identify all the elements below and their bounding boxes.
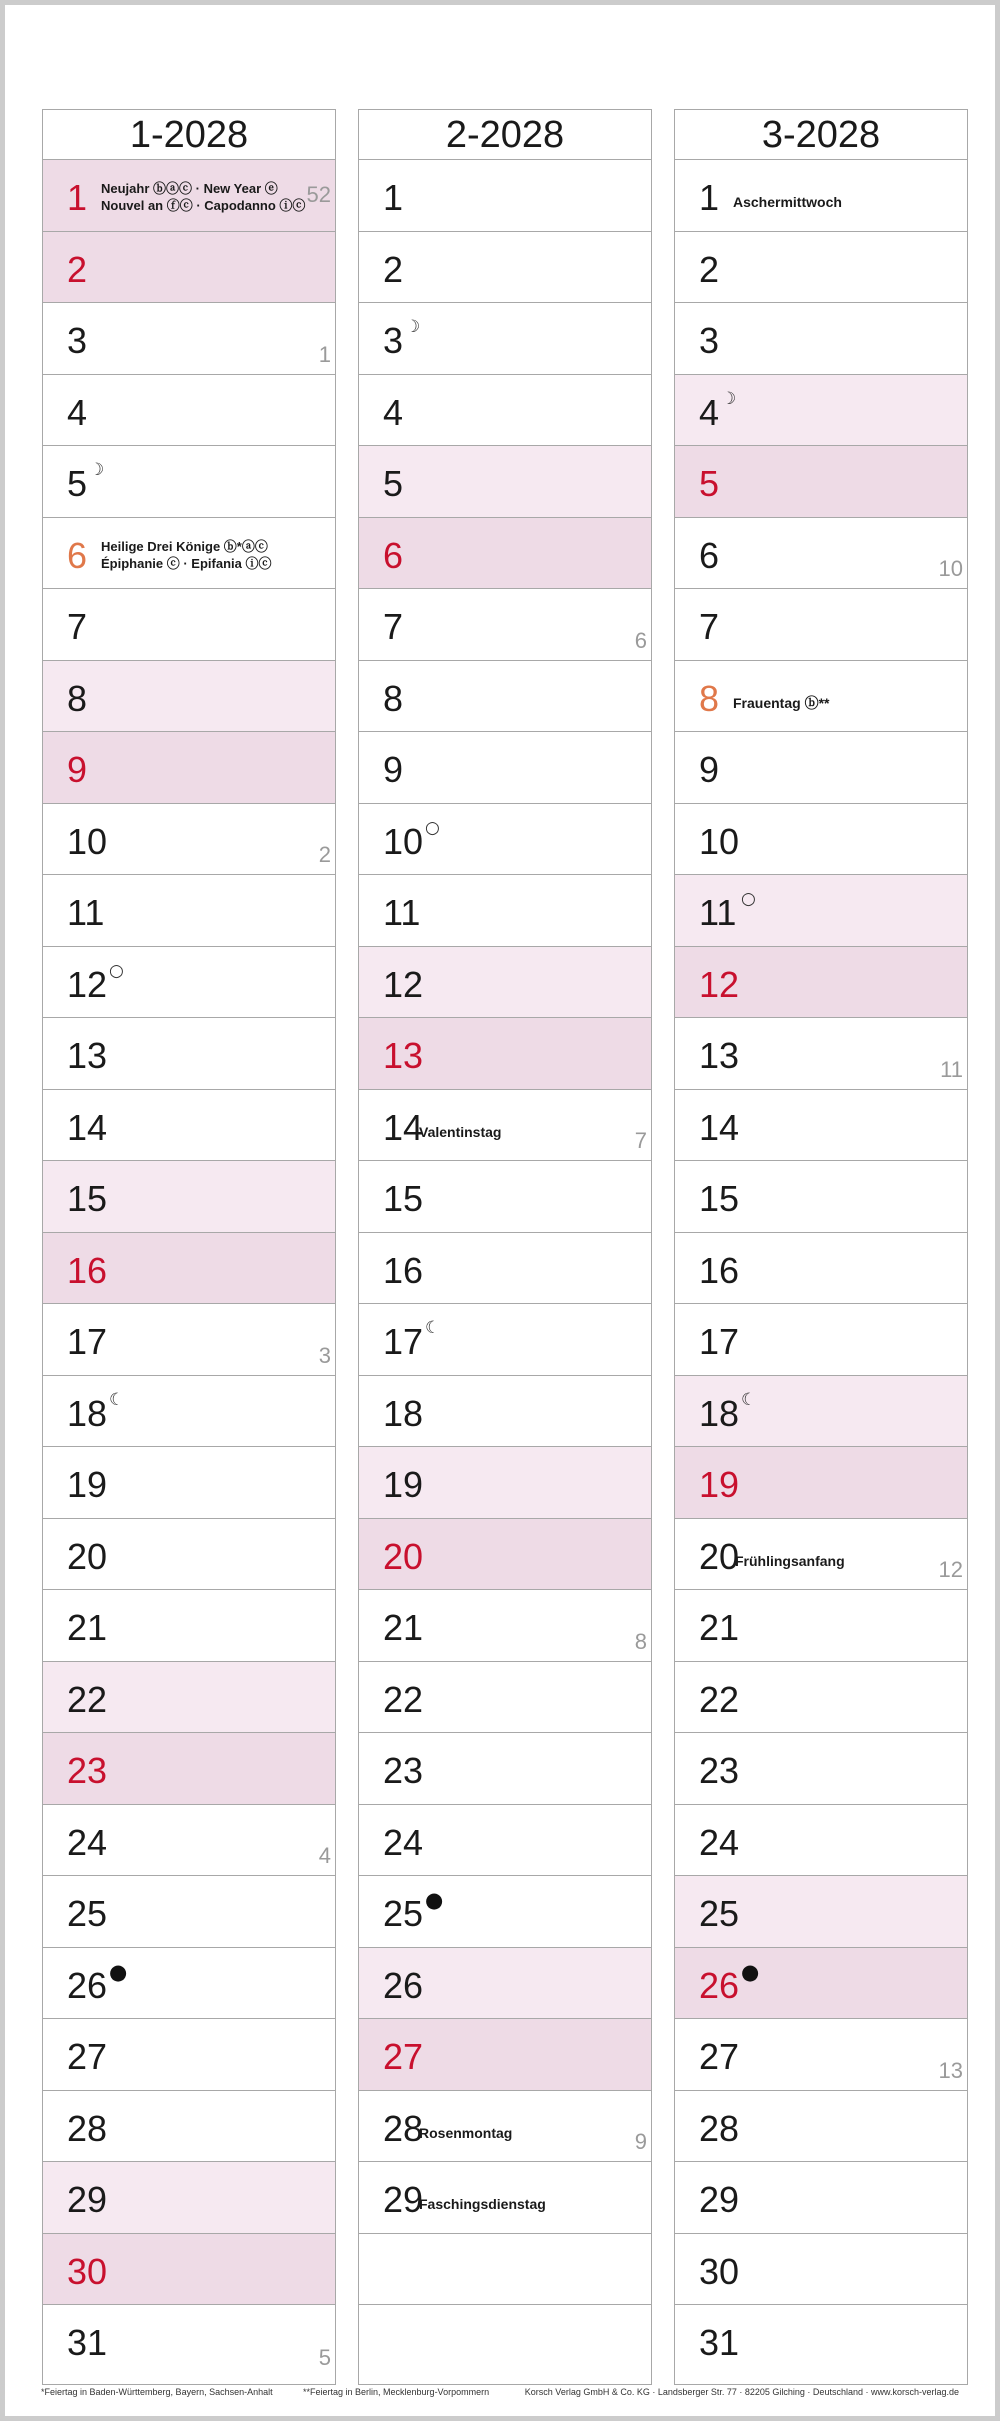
day-row xyxy=(675,2091,967,2163)
day-row xyxy=(43,1519,335,1591)
day-number: 26 xyxy=(383,1964,424,2006)
week-number: 1 xyxy=(318,341,331,367)
day-row xyxy=(359,1662,651,1734)
day-row xyxy=(43,2162,335,2234)
day-row xyxy=(43,804,335,876)
day-number: 3 xyxy=(67,320,88,361)
day-number: 12 xyxy=(699,963,740,1005)
week-number: 52 xyxy=(306,182,331,207)
new-moon-icon: ● xyxy=(425,1888,444,1912)
day-row xyxy=(359,1018,651,1090)
day-number: 8 xyxy=(67,677,88,719)
holiday-note-line: Faschingsdienstag xyxy=(419,2196,546,2212)
day-row xyxy=(675,1304,967,1376)
day-number: 21 xyxy=(699,1607,740,1648)
day-number: 10 xyxy=(699,820,740,862)
day-number: 18 xyxy=(383,1392,424,1434)
day-row xyxy=(675,2234,967,2306)
day-row xyxy=(359,1876,651,1948)
day-number: 20 xyxy=(67,1535,108,1577)
day-number: 2 xyxy=(383,248,404,290)
holiday-note-line: Valentinstag xyxy=(419,1123,502,1140)
week-number: 13 xyxy=(938,2057,963,2083)
day-number: 5 xyxy=(67,463,88,504)
day-row xyxy=(359,1733,651,1805)
day-number: 24 xyxy=(383,1821,424,1863)
day-number: 17 xyxy=(67,1321,108,1362)
day-row xyxy=(675,1090,967,1162)
day-row xyxy=(359,1447,651,1519)
day-number: 16 xyxy=(67,1249,108,1291)
day-row xyxy=(359,875,651,947)
week-number: 5 xyxy=(318,2344,331,2370)
day-row xyxy=(359,2162,651,2234)
day-number: 2 xyxy=(699,248,720,290)
first-quarter-moon-icon: ☽ xyxy=(405,317,421,337)
day-row xyxy=(359,518,651,590)
day-row xyxy=(43,232,335,304)
day-number: 1 xyxy=(67,177,88,218)
day-row xyxy=(359,804,651,876)
day-row xyxy=(43,2305,335,2377)
day-row xyxy=(359,2091,651,2163)
week-number: 3 xyxy=(318,1342,331,1368)
day-row xyxy=(675,589,967,661)
holiday-note-line: Nouvel an ⓕⓒ · Capodanno ⓘⓒ xyxy=(101,198,306,213)
day-number: 18 xyxy=(67,1392,108,1434)
day-row xyxy=(359,160,651,232)
day-row xyxy=(43,375,335,447)
day-number: 26 xyxy=(699,1964,740,2006)
day-number: 4 xyxy=(383,391,404,433)
first-quarter-moon-icon: ☽ xyxy=(721,388,737,409)
last-quarter-moon-icon: ☾ xyxy=(741,1389,757,1410)
day-row xyxy=(675,1447,967,1519)
day-row xyxy=(43,518,335,590)
day-row xyxy=(43,1233,335,1305)
day-row xyxy=(359,1233,651,1305)
day-row xyxy=(43,1161,335,1233)
day-row xyxy=(675,2019,967,2091)
day-row xyxy=(675,518,967,590)
week-number: 11 xyxy=(940,1056,963,1082)
day-number: 31 xyxy=(67,2322,108,2363)
last-quarter-moon-icon: ☾ xyxy=(425,1318,441,1338)
day-number: 22 xyxy=(383,1678,424,1720)
holiday-note xyxy=(419,1124,501,1141)
day-row xyxy=(43,2091,335,2163)
holiday-note xyxy=(101,180,305,214)
day-row xyxy=(43,1304,335,1376)
day-row xyxy=(359,446,651,518)
week-number: 6 xyxy=(634,627,647,653)
day-number: 12 xyxy=(383,963,424,1005)
day-number: 11 xyxy=(383,892,421,933)
holiday-note xyxy=(735,1553,845,1570)
day-row xyxy=(359,1304,651,1376)
holiday-note-line: Neujahr ⓑⓐⓒ · New Year ⓔ xyxy=(101,181,278,196)
day-row xyxy=(675,1876,967,1948)
day-row xyxy=(359,732,651,804)
day-number: 22 xyxy=(67,1678,108,1720)
day-number: 2 xyxy=(67,248,88,290)
day-number: 17 xyxy=(383,1321,424,1362)
day-row xyxy=(675,232,967,304)
week-number: 10 xyxy=(938,556,963,581)
day-row xyxy=(675,303,967,375)
day-number: 29 xyxy=(699,2179,740,2220)
holiday-note-line: Épiphanie ⓒ · Epifania ⓘⓒ xyxy=(101,555,272,571)
day-number: 6 xyxy=(383,534,404,576)
day-row xyxy=(43,875,335,947)
day-row xyxy=(359,2234,651,2306)
day-row xyxy=(359,303,651,375)
holiday-note-line: Frauentag ⓑ** xyxy=(733,694,830,711)
month-title: 3-2028 xyxy=(675,110,967,160)
day-row xyxy=(675,1233,967,1305)
day-row xyxy=(359,1161,651,1233)
day-number: 18 xyxy=(699,1392,740,1434)
day-number: 26 xyxy=(67,1964,108,2006)
day-row xyxy=(43,446,335,518)
day-row xyxy=(675,1161,967,1233)
day-row xyxy=(43,1805,335,1877)
week-number: 4 xyxy=(318,1843,331,1868)
day-number: 19 xyxy=(699,1464,740,1505)
day-number: 8 xyxy=(383,677,404,719)
day-row xyxy=(43,1376,335,1448)
holiday-note xyxy=(419,2125,512,2142)
day-number: 5 xyxy=(699,463,720,504)
day-row xyxy=(675,2162,967,2234)
day-number: 13 xyxy=(67,1035,108,1076)
day-number: 29 xyxy=(67,2179,108,2220)
day-number: 19 xyxy=(67,1464,108,1505)
day-row xyxy=(43,160,335,232)
holiday-note xyxy=(101,538,271,572)
day-number: 9 xyxy=(383,749,404,790)
day-number: 25 xyxy=(699,1893,740,1934)
day-row xyxy=(675,1948,967,2020)
holiday-note xyxy=(733,194,842,211)
day-number: 4 xyxy=(699,391,720,433)
day-row xyxy=(675,1590,967,1662)
day-number: 15 xyxy=(383,1178,424,1219)
full-moon-icon: ○ xyxy=(741,889,756,909)
footer-publisher: Korsch Verlag GmbH & Co. KG · Landsberger Str. 77 · 82205 Gilching · Deutschland · www.korsch-verlag.de xyxy=(524,2387,959,2397)
day-number: 9 xyxy=(699,749,720,790)
day-number: 23 xyxy=(699,1750,740,1791)
holiday-note-line: Heilige Drei Könige ⓑ*ⓐⓒ xyxy=(101,538,268,554)
day-number: 3 xyxy=(383,320,404,361)
day-number: 15 xyxy=(699,1178,740,1219)
day-row xyxy=(359,589,651,661)
full-moon-icon: ○ xyxy=(109,960,124,981)
new-moon-icon: ● xyxy=(109,1959,128,1984)
week-number: 7 xyxy=(634,1128,647,1153)
day-number: 30 xyxy=(67,2250,108,2292)
week-number: 2 xyxy=(318,842,331,867)
day-number: 3 xyxy=(699,320,720,361)
day-row xyxy=(675,1805,967,1877)
day-number: 23 xyxy=(383,1750,424,1791)
day-number: 7 xyxy=(699,606,720,647)
day-row xyxy=(675,1018,967,1090)
day-row xyxy=(675,2305,967,2377)
first-quarter-moon-icon: ☽ xyxy=(89,460,105,480)
day-number: 13 xyxy=(699,1035,740,1076)
day-row xyxy=(43,1447,335,1519)
day-number: 31 xyxy=(699,2322,740,2363)
day-number: 21 xyxy=(67,1607,108,1648)
day-row xyxy=(43,2234,335,2306)
day-number: 22 xyxy=(699,1678,740,1720)
day-number: 16 xyxy=(383,1249,424,1291)
day-row xyxy=(675,1376,967,1448)
day-row xyxy=(43,1090,335,1162)
day-number: 6 xyxy=(699,534,720,576)
day-number: 24 xyxy=(699,1821,740,1863)
day-row xyxy=(43,1662,335,1734)
day-number: 14 xyxy=(383,1106,424,1148)
day-number: 23 xyxy=(67,1750,108,1791)
day-number: 12 xyxy=(67,963,108,1005)
day-row xyxy=(675,1733,967,1805)
full-moon-icon: ○ xyxy=(425,817,440,838)
day-number: 24 xyxy=(67,1821,108,1863)
holiday-note-line: Aschermittwoch xyxy=(733,194,842,210)
day-row xyxy=(359,1805,651,1877)
day-number: 6 xyxy=(67,534,88,576)
day-number: 19 xyxy=(383,1464,424,1505)
day-row xyxy=(43,2019,335,2091)
day-row xyxy=(675,947,967,1019)
day-list xyxy=(359,160,651,2377)
day-number: 20 xyxy=(383,1535,424,1577)
day-row xyxy=(43,1590,335,1662)
week-number: 12 xyxy=(938,1557,963,1582)
day-row xyxy=(43,1018,335,1090)
day-number: 27 xyxy=(699,2036,740,2077)
day-number: 15 xyxy=(67,1178,108,1219)
month-title: 2-2028 xyxy=(359,110,651,160)
day-number: 7 xyxy=(67,606,88,647)
day-number: 28 xyxy=(383,2107,424,2149)
day-number: 30 xyxy=(699,2250,740,2292)
day-row xyxy=(359,2019,651,2091)
holiday-note xyxy=(733,695,829,712)
month-title: 1-2028 xyxy=(43,110,335,160)
day-number: 14 xyxy=(67,1106,108,1148)
day-row xyxy=(43,1948,335,2020)
day-number: 28 xyxy=(699,2107,740,2149)
day-number: 11 xyxy=(67,892,105,933)
day-row xyxy=(43,303,335,375)
day-row xyxy=(359,1590,651,1662)
day-row xyxy=(675,732,967,804)
day-number: 13 xyxy=(383,1035,424,1076)
day-row xyxy=(359,1519,651,1591)
day-number: 9 xyxy=(67,749,88,790)
day-list xyxy=(43,160,335,2377)
holiday-note-line: Frühlingsanfang xyxy=(735,1552,845,1569)
day-number: 21 xyxy=(383,1607,424,1648)
day-number: 1 xyxy=(383,177,404,218)
day-number: 10 xyxy=(383,820,424,862)
day-number: 16 xyxy=(699,1249,740,1291)
week-number: 9 xyxy=(634,2129,647,2154)
day-row xyxy=(359,1090,651,1162)
day-number: 1 xyxy=(699,177,720,218)
day-number: 29 xyxy=(383,2179,424,2220)
day-row xyxy=(675,160,967,232)
day-number: 27 xyxy=(67,2036,108,2077)
day-number: 25 xyxy=(67,1893,108,1934)
day-number: 7 xyxy=(383,606,404,647)
day-row xyxy=(359,661,651,733)
footer-note-berlin-holiday: **Feiertag in Berlin, Mecklenburg-Vorpommern xyxy=(303,2387,490,2397)
day-number: 10 xyxy=(67,820,108,862)
day-number: 27 xyxy=(383,2036,424,2077)
day-number: 4 xyxy=(67,391,88,433)
holiday-note xyxy=(419,2196,546,2213)
day-row xyxy=(43,1733,335,1805)
day-row xyxy=(43,947,335,1019)
day-row xyxy=(675,446,967,518)
day-list xyxy=(675,160,967,2377)
week-number: 8 xyxy=(634,1628,647,1654)
day-row xyxy=(43,1876,335,1948)
day-number: 20 xyxy=(699,1535,740,1577)
day-row xyxy=(359,947,651,1019)
day-row xyxy=(675,375,967,447)
day-row xyxy=(675,1662,967,1734)
day-row xyxy=(675,875,967,947)
month-column-january xyxy=(42,109,336,2385)
day-row xyxy=(43,589,335,661)
day-row xyxy=(43,661,335,733)
footer xyxy=(41,2387,959,2403)
day-row xyxy=(359,1376,651,1448)
day-row xyxy=(359,1948,651,2020)
last-quarter-moon-icon: ☾ xyxy=(109,1389,125,1410)
holiday-note-line: Rosenmontag xyxy=(419,2124,513,2141)
day-number: 17 xyxy=(699,1321,740,1362)
day-row xyxy=(675,661,967,733)
day-number: 11 xyxy=(699,892,737,933)
month-column-february xyxy=(358,109,652,2385)
day-row xyxy=(675,804,967,876)
day-number: 5 xyxy=(383,463,404,504)
day-number: 28 xyxy=(67,2107,108,2149)
day-row xyxy=(359,2305,651,2377)
day-row xyxy=(359,375,651,447)
month-column-march xyxy=(674,109,968,2385)
day-row xyxy=(43,732,335,804)
footer-note-regional-holiday: *Feiertag in Baden-Württemberg, Bayern, Sachsen-Anhalt xyxy=(41,2387,273,2397)
day-number: 14 xyxy=(699,1106,740,1148)
new-moon-icon: ● xyxy=(741,1959,760,1984)
day-row xyxy=(359,232,651,304)
day-row xyxy=(675,1519,967,1591)
day-number: 25 xyxy=(383,1893,424,1934)
day-number: 8 xyxy=(699,677,720,719)
